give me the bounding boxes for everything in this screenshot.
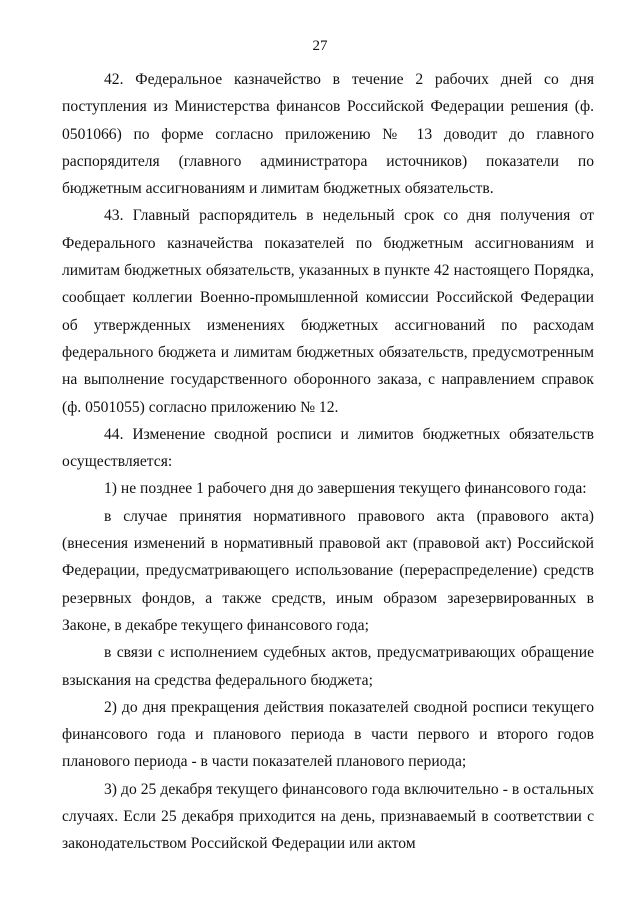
paragraph-44-item-1: 1) не позднее 1 рабочего дня до завершения текущего финансового года: <box>104 480 587 498</box>
paragraph-42: 42. Федеральное казначейство в течение 2 рабочих дней со дня поступления из Министерства финансов Российской Федерации решения (ф. 0501066) по форме согласно приложению № 13 доводит до главного распорядителя (главного администратора источников) показатели по бюджетным ассигнованиям и лимитам бюджетных обязательств. <box>62 71 594 198</box>
paragraph-43: 43. Главный распорядитель в недельный срок со дня получения от Федерального казначейства показателей по бюджетным ассигнованиям и лимитам бюджетных обязательств, указанных в пункте 42 настоящего Порядка, сообщает коллегии Военно-промышленной комиссии Российской Федерации об утвержденных изменениях бюджетных ассигнований по расходам федерального бюджета и лимитам бюджетных обязательств, предусмотренным на выполнение государственного оборонного заказа, с направлением справок (ф. 0501055) согласно приложению № 12. <box>62 207 594 416</box>
page-number: 27 <box>312 38 328 54</box>
document-body <box>62 66 594 858</box>
paragraph-44: 44. Изменение сводной росписи и лимитов бюджетных обязательств осуществляется: <box>62 425 594 471</box>
paragraph-44-item-3: 3) до 25 декабря текущего финансового года включительно - в остальных случаях. Если 25 декабря приходится на день, признаваемый в соответствии с законодательством Российской Федерации или актом <box>62 780 594 853</box>
paragraph-44-item-1-case-b: в связи с исполнением судебных актов, предусматривающих обращение взыскания на средства федерального бюджета; <box>62 644 594 689</box>
paragraph-44-item-2: 2) до дня прекращения действия показателей сводной росписи текущего финансового года и планового периода в части первого и второго годов планового периода - в части показателей планового периода; <box>62 698 594 771</box>
paragraph-44-item-1-case-a: в случае принятия нормативного правового акта (правового акта) (внесения изменений в нормативный правовой акт (правовой акт) Российской Федерации, предусматривающего использование (перераспределение) средств резервных фондов, а также средств, иным образом зарезервированных в Законе, в декабре текущего финансового года; <box>62 507 594 634</box>
